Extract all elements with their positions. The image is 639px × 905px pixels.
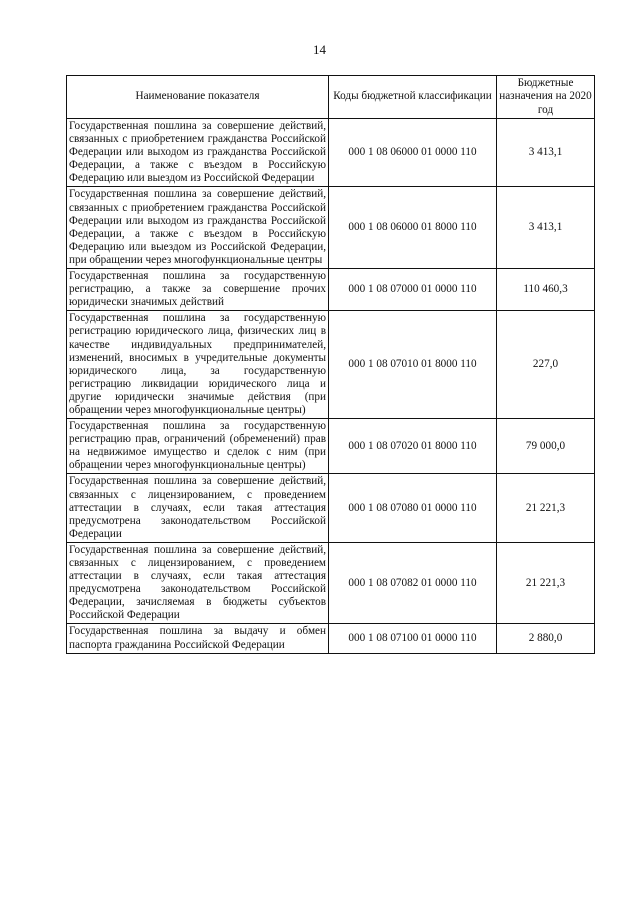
row-amount: 21 221,3 (497, 542, 595, 624)
table-row (67, 269, 595, 311)
row-code: 000 1 08 07020 01 8000 110 (329, 419, 497, 474)
table-row (67, 419, 595, 474)
row-code: 000 1 08 06000 01 8000 110 (329, 187, 497, 269)
header-name: Наименование показателя (67, 76, 329, 119)
row-name: Государственная пошлина за совершение действий, связанных с приобретением гражданства Российской Федерации или выходом из гражданства Российской Федерации, а также с въездом в Российскую Федерацию или выездом из Российской Федерации, при обращении через многофункциональные центры (67, 187, 329, 269)
row-code: 000 1 08 06000 01 0000 110 (329, 119, 497, 187)
row-name: Государственная пошлина за совершение действий, связанных с лицензированием, с проведением аттестации в случаях, если такая аттестация предусмотрена законодательством Российской Федерации, зачисляемая в бюджеты субъектов Российской Федерации (67, 542, 329, 624)
page-number: 14 (313, 42, 326, 57)
row-name: Государственная пошлина за выдачу и обмен паспорта гражданина Российской Федерации (67, 624, 329, 653)
row-amount: 2 880,0 (497, 624, 595, 653)
row-amount: 3 413,1 (497, 119, 595, 187)
table-row (67, 474, 595, 542)
row-amount: 21 221,3 (497, 474, 595, 542)
row-name: Государственная пошлина за совершение действий, связанных с приобретением гражданства Российской Федерации или выходом из гражданства Российской Федерации, а также с въездом в Российскую Федерацию или выездом из Российской Федерации (67, 119, 329, 187)
table-row (67, 311, 595, 419)
table-row (67, 624, 595, 653)
table-row (67, 119, 595, 187)
row-code: 000 1 08 07010 01 8000 110 (329, 311, 497, 419)
row-name: Государственная пошлина за совершение действий, связанных с лицензированием, с проведением аттестации в случаях, если такая аттестация предусмотрена законодательством Российской Федерации (67, 474, 329, 542)
table-row (67, 187, 595, 269)
row-amount: 110 460,3 (497, 269, 595, 311)
budget-table (66, 75, 595, 654)
row-code: 000 1 08 07082 01 0000 110 (329, 542, 497, 624)
header-amount: Бюджетные назначения на 2020 год (497, 76, 595, 119)
row-code: 000 1 08 07080 01 0000 110 (329, 474, 497, 542)
row-code: 000 1 08 07100 01 0000 110 (329, 624, 497, 653)
row-name: Государственная пошлина за государственную регистрацию, а также за совершение прочих юридически значимых действий (67, 269, 329, 311)
table-header-row (67, 76, 595, 119)
row-amount: 227,0 (497, 311, 595, 419)
row-name: Государственная пошлина за государственную регистрацию юридического лица, физических лиц в качестве индивидуальных предпринимателей, изменений, вносимых в учредительные документы юридического лица, за государственную регистрацию ликвидации юридического лица и другие юридически значимые действия (при обращении через многофункциональные центры) (67, 311, 329, 419)
row-amount: 79 000,0 (497, 419, 595, 474)
header-code: Коды бюджетной классификации (329, 76, 497, 119)
row-code: 000 1 08 07000 01 0000 110 (329, 269, 497, 311)
table-row (67, 542, 595, 624)
row-name: Государственная пошлина за государственную регистрацию прав, ограничений (обременений) прав на недвижимое имущество и сделок с ним (при обращении через многофункциональные центры) (67, 419, 329, 474)
row-amount: 3 413,1 (497, 187, 595, 269)
